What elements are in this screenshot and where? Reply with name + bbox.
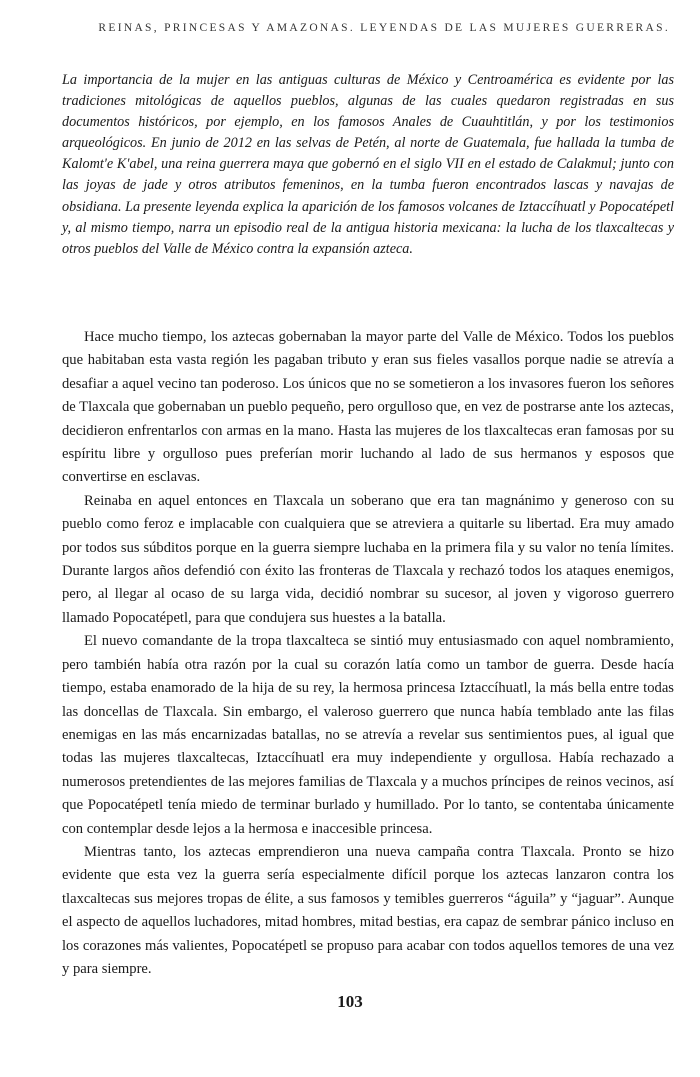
body-paragraph: Reinaba en aquel entonces en Tlaxcala un soberano que era tan magnánimo y generoso con su pueblo como feroz e implacable con cualquiera que se atreviera a quitarle su libertad. Era muy amado por todos sus súbditos porque en la guerra siempre luchaba en la primera fila y su valor no tenía límites. Durante largos años defendió con éxito las fronteras de Tlaxcala y rechazó todos los ataques enemigos, pero, al llegar al ocaso de su larga vida, decidió nombrar su sucesor, al joven y vigoroso guerrero llamado Popocatépetl, para que condujera sus huestes a la batalla. (62, 492, 674, 626)
body-paragraph: El nuevo comandante de la tropa tlaxcalteca se sintió muy entusiasmado con aquel nombramiento, pero también había otra razón por la cual su corazón latía como un tambor de guerra. Desde hacía tiempo, estaba enamorado de la hija de su rey, la hermosa princesa Iztaccíhuatl, la más bella entre todas las doncellas de Tlaxcala. Sin embargo, el valeroso guerrero que nunca había temblado ante las filas enemigas en las más encarnizadas batallas, no se atrevía a revelar sus sentimientos pues, al igual que todas las mujeres tlaxcaltecas, Iztaccíhuatl era muy independiente y orgullosa. Había rechazado a numerosos pretendientes de las mejores familias de Tlaxcala y a muchos príncipes de reinos vecinos, así que Popocatépetl tenía miedo de terminar burlado y humillado. Por lo tanto, se contentaba únicamente con contemplar desde lejos a la hermosa e inaccesible princesa. (62, 633, 674, 837)
page-number: 103 (337, 992, 363, 1011)
body-paragraph: Mientras tanto, los aztecas emprendieron una nueva campaña contra Tlaxcala. Pronto se hizo evidente que esta vez la guerra sería especialmente difícil porque los aztecas lanzaron contra los tlaxcaltecas sus mejores tropas de élite, a sus famosos y temibles guerreros “águila” y “jaguar”. Aunque el aspecto de aquellos luchadores, mitad hombres, mitad bestias, era capaz de sembrar pánico incluso en los corazones más valientes, Popocatépetl se propuso para acabar con todos aquellos temores de una vez y para siempre. (62, 843, 674, 977)
intro-paragraph: La importancia de la mujer en las antiguas culturas de México y Centroamérica es evidente por las tradiciones mitológicas de aquellos pueblos, algunas de las cuales quedaron registradas en sus documentos históricos, por ejemplo, en los famosos Anales de Cuauhtitlán, y por los testimonios arqueológicos. En junio de 2012 en las selvas de Petén, al norte de Guatemala, fue hallada la tumba de Kalomt'e K'abel, una reina guerrera maya que gobernó en el siglo VII en el estado de Calakmul; junto con las joyas de jade y otros atributos femeninos, en la tumba fueron encontrados lascas y navajas de obsidiana. La presente leyenda explica la aparición de los famosos volcanes de Iztaccíhuatl y Popocatépetl y, al mismo tiempo, narra un episodio real de la antigua historia mexicana: la lucha de los tlaxcaltecas y otros pueblos del Valle de México contra la expansión azteca. (62, 72, 674, 257)
body-text (62, 326, 674, 981)
running-header: REINAS, PRINCESAS Y AMAZONAS. LEYENDAS DE LAS MUJERES GUERRERAS. (98, 22, 670, 34)
body-paragraph: Hace mucho tiempo, los aztecas gobernaban la mayor parte del Valle de México. Todos los pueblos que habitaban esta vasta región les pagaban tributo y eran sus fieles vasallos porque nadie se atrevía a desafiar a aquel vecino tan poderoso. Los únicos que no se sometieron a los invasores fueron los señores de Tlaxcala que gobernaban un pueblo pequeño, pero orgulloso que, en vez de postrarse ante los aztecas, decidieron enfrentarlos con armas en la mano. Hasta las mujeres de los tlaxcaltecas eran famosas por su espíritu libre y orgulloso pues preferían morir luchando al lado de sus hermanos y esposos que convertirse en esclavas. (62, 329, 674, 486)
